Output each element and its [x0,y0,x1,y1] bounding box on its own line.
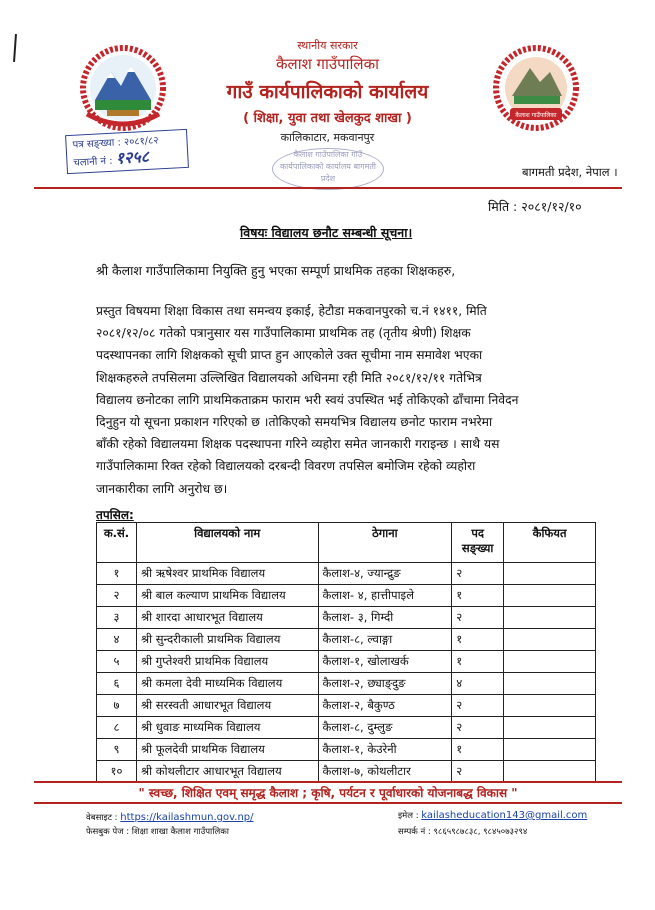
body-line: जानकारीका लागि अनुरोध छ। [96,481,228,496]
cell-school: श्री बाल कल्याण प्राथमिक विद्यालय [136,585,318,607]
cell-address: कैलाश-१, खोलाखर्क [318,651,452,673]
cell-remarks [504,607,596,629]
phone-number: ९८६५९८७८३८, ९८४५०७३२९४ [433,827,528,837]
body-line: विद्यालय छनोटका लागि प्राथमिकताक्रम फाराम भरी स्वयं उपस्थित भई तोकिएको ढाँचामा निवेदन [96,392,519,407]
header-office: गाउँ कार्यपालिकाको कार्यालय [226,81,429,103]
table-row [97,563,596,585]
col-header-school: विद्यालयको नाम [136,523,318,563]
cell-posts: १ [452,585,504,607]
body-line: २०८१/१२/०८ गतेको पत्रानुसार यस गाउँपालिकामा प्राथमिक तह (तृतीय श्रेणी) शिक्षक [96,326,471,341]
cell-school: श्री गुप्तेश्वरी प्राथमिक विद्यालय [136,651,318,673]
table-row [97,585,596,607]
cell-sn: ३ [97,607,137,629]
table-row [97,739,596,761]
cell-school: श्री फूलदेवी प्राथमिक विद्यालय [136,739,318,761]
cell-address: कैलाश-२, बैकुण्ठ [318,695,452,717]
cell-posts: २ [452,607,504,629]
cell-remarks [504,761,596,783]
col-header-address: ठेगाना [318,523,452,563]
cell-school: श्री धुवाङ माध्यमिक विद्यालय [136,717,318,739]
table-row [97,651,596,673]
col-header-sn: क.सं. [97,523,137,563]
table-row [97,607,596,629]
cell-posts: २ [452,563,504,585]
footer-email [398,810,587,821]
body-line: पदस्थापनका लागि शिक्षकको सूची प्राप्त हुन आएकोले उक्त सूचीमा नाम समावेश भएका [96,348,483,363]
cell-sn: १० [97,761,137,783]
header-municipality: कैलाश गाउँपालिका [276,55,379,73]
cell-address: कैलाश-८, ल्वाङ्गा [318,629,452,651]
ref-chalani-label: चलानी नं : [73,155,113,169]
footer-divider-top [34,781,622,783]
municipality-logo-right [490,42,582,138]
letter-salutation: श्री कैलाश गाउँपालिकामा नियुक्ति हुनु भएका सम्पूर्ण प्राथमिक तहका शिक्षकहरु, [96,263,456,278]
body-line: प्रस्तुत विषयमा शिक्षा विकास तथा समन्वय इकाई, हेटौडा मकवानपुरको च.नं १४११, मिति [96,304,487,318]
cell-address: कैलाश- ४, हात्तीपाइले [318,585,452,607]
cell-remarks [504,673,596,695]
cell-posts: १ [452,629,504,651]
cell-remarks [504,563,596,585]
cell-posts: १ [452,651,504,673]
cell-sn: ७ [97,695,137,717]
footer-slogan: " स्वच्छ, शिक्षित एवम् समृद्ध कैलाश ; कृषि, पर्यटन र पूर्वाधारको योजनाबद्ध विकास " [138,786,518,800]
body-line: बाँकी रहेको विद्यालयमा शिक्षक पदस्थापना गरिने व्यहोरा समेत जानकारी गराइन्छ । साथै यस [96,437,500,452]
cell-remarks [504,739,596,761]
cell-address: कैलाश-१, केउरेनी [318,739,452,761]
body-line: शिक्षकहरुले तपसिलमा उल्लिखित विद्यालयको अधिनमा रही मिति २०८१/१२/११ गतेभित्र [96,370,482,385]
table-row [97,717,596,739]
cell-address: कैलाश- ३, गिम्दी [318,607,452,629]
cell-school: श्री सरस्वती आधारभूत विद्यालय [136,695,318,717]
office-stamp [272,148,384,190]
cell-address: कैलाश-२, छ्याङ्दुङ [318,673,452,695]
header-local-govt: स्थानीय सरकार [297,39,358,52]
email-link[interactable]: kailasheducation143@gmail.com [421,810,588,821]
phone-label: सम्पर्क नं : [398,827,431,837]
footer-divider-bottom [34,802,622,804]
header-divider [34,187,622,189]
cell-sn: ६ [97,673,137,695]
cell-remarks [504,629,596,651]
cell-address: कैलाश-८, दुम्लुङ [318,717,452,739]
letter-subject: विषयः विद्यालय छनौट सम्बन्धी सूचना। [240,225,413,240]
cell-posts: ४ [452,673,504,695]
table-header-row [97,523,596,563]
cell-remarks [504,651,596,673]
cell-posts: २ [452,695,504,717]
nepal-emblem-left [77,42,169,138]
cell-school: श्री सुन्दरीकाली प्राथमिक विद्यालय [136,629,318,651]
ref-chalani-value: १२५८ [115,146,150,168]
table-row [97,629,596,651]
cell-address: कैलाश-४, ज्यान्द्रुङ [318,563,452,585]
website-link[interactable]: https://kailashmun.gov.np/ [120,812,254,823]
vacancy-table [96,522,596,783]
body-line: दिनुहुन यो सूचना प्रकाशन गरिएको छ ।तोकिएको समयभित्र विद्यालय छनोट फाराम नभरेमा [96,415,493,430]
cell-sn: ८ [97,717,137,739]
facebook-label: फेसबुक पेज : [86,827,130,837]
cell-sn: १ [97,563,137,585]
logo-caption: कैलाश गाउँपालिका [515,112,557,119]
footer-phone [398,826,527,837]
cell-sn: ९ [97,739,137,761]
cell-sn: २ [97,585,137,607]
cell-remarks [504,717,596,739]
ref-patra: पत्र सङ्ख्या : २०८१/८२ [72,135,159,151]
facebook-page: शिक्षा शाखा कैलाश गाउँपालिका [131,827,229,837]
cell-school: श्री शारदा आधारभूत विद्यालय [136,607,318,629]
col-header-remarks: कैफियत [504,523,596,563]
cell-posts: २ [452,717,504,739]
cell-remarks [504,695,596,717]
margin-mark [13,34,17,62]
col-header-posts: पद सङ्ख्या [452,523,504,563]
table-row [97,695,596,717]
website-label: वेबसाइट : [86,813,118,823]
cell-address: कैलाश-७, कोथलीटार [318,761,452,783]
table-row [97,761,596,783]
cell-sn: ४ [97,629,137,651]
province-address: बागमती प्रदेश, नेपाल । [522,165,618,179]
footer-website [86,812,254,823]
tapsil-label: तपसिल: [96,508,134,522]
cell-posts: १ [452,739,504,761]
cell-sn: ५ [97,651,137,673]
cell-posts: २ [452,761,504,783]
cell-school: श्री ऋषेश्वर प्राथमिक विद्यालय [136,563,318,585]
stamp-text: कैलाश गाउँपालिका गाउँ कार्यपालिकाको कार्यालय बागमती प्रदेश [279,150,377,183]
cell-remarks [504,585,596,607]
email-label: इमेल : [398,811,419,821]
footer-facebook [86,826,229,837]
cell-school: श्री कमला देवी माध्यमिक विद्यालय [136,673,318,695]
body-line: गाउँपालिकामा रिक्त रहेको विद्यालयको दरबन्दी विवरण तपसिल बमोजिम रहेको व्यहोरा [96,459,476,474]
header-section: ( शिक्षा, युवा तथा खेलकुद शाखा ) [243,111,412,126]
table-row [97,673,596,695]
header-address: कालिकाटार, मकवानपुर [280,131,375,144]
reference-box [65,129,189,174]
letter-date: मिति : २०८१/१२/१० [488,199,582,214]
letter-body [96,300,596,500]
cell-school: श्री कोथलीटार आधारभूत विद्यालय [136,761,318,783]
